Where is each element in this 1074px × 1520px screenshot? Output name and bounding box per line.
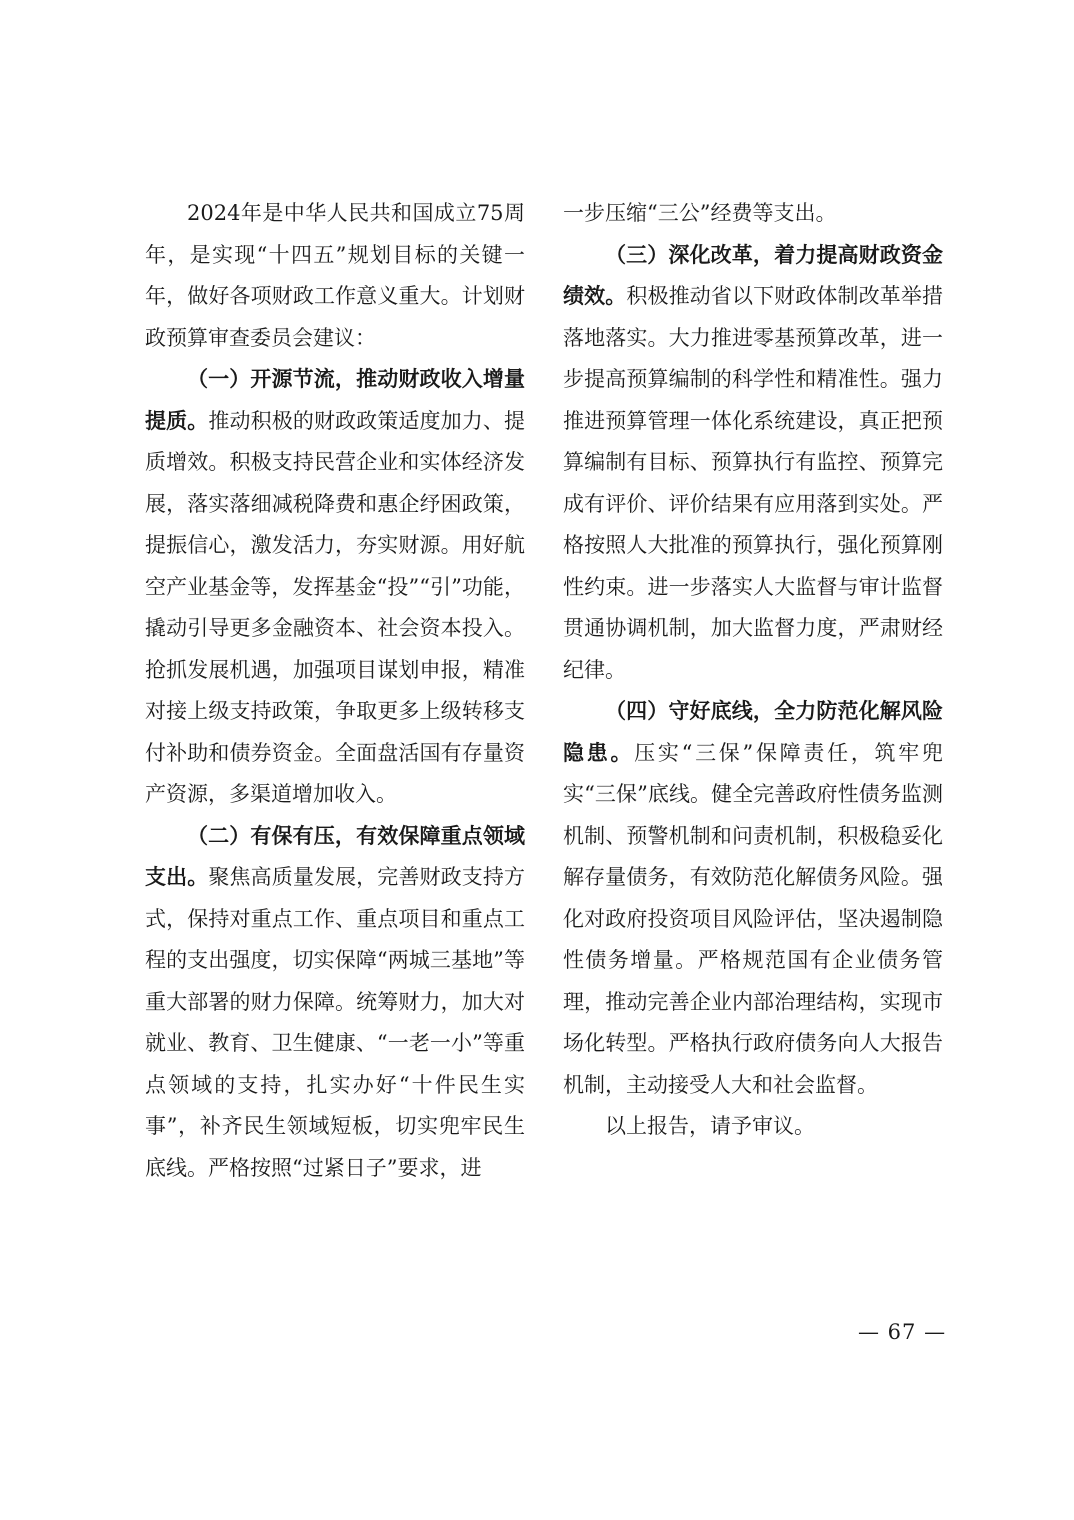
section-3-body: 积极推动省以下财政体制改革举措落地落实。大力推进零基预算改革，进一步提高预算编制的科学性和精准性。强力推进预算管理一体化系统建设，真正把预算编制有目标、预算执行有监控、预算完成有评价、评价结果有应用落到实处。严格按照人大批准的预算执行，强化预算刚性约束。进一步落实人大监督与审计监督贯通协调机制，加大监督力度，严肃财经纪律。 bbox=[563, 284, 944, 682]
intro-paragraph: 2024年是中华人民共和国成立75周年，是实现“十四五”规划目标的关键一年，做好各项财政工作意义重大。计划财政预算审查委员会建议： bbox=[145, 201, 525, 350]
section-1-body: 推动积极的财政政策适度加力、提质增效。积极支持民营企业和实体经济发展，落实落细减税降费和惠企纾困政策，提振信心，激发活力，夯实财源。用好航空产业基金等，发挥基金“投”“引”功能，撬动引导更多金融资本、社会资本投入。抢抓发展机遇，加强项目谋划申报，精准对接上级支持政策，争取更多上级转移支付补助和债券资金。全面盘活国有存量资产资源，多渠道增加收入。 bbox=[145, 408, 526, 806]
continuation-paragraph: 一步压缩“三公”经费等支出。 bbox=[563, 201, 837, 225]
page-number: — 67 — bbox=[858, 1320, 947, 1344]
section-2-heading: （二）有保有压，有效保障重点领域支出。 bbox=[145, 823, 525, 889]
right-column bbox=[563, 193, 943, 1148]
section-4-heading: （四）守好底线，全力防范化解风险隐患。 bbox=[563, 699, 943, 765]
section-2-body: 聚焦高质量发展，完善财政支持方式，保持对重点工作、重点项目和重点工程的支出强度，切实保障“两城三基地”等重大部署的财力保障。统筹财力，加大对就业、教育、卫生健康、“一老一小”等重点领域的支持，扎实办好“十件民生实事”，补齐民生领域短板，切实兜牢民生底线。严格按照“过紧日子”要求，进 bbox=[145, 865, 526, 1180]
section-4-body: 压实“三保”保障责任，筑牢兜实“三保”底线。健全完善政府性债务监测机制、预警机制和问责机制，积极稳妥化解存量债务，有效防范化解债务风险。强化对政府投资项目风险评估，坚决遏制隐性债务增量。严格规范国有企业债务管理，推动完善企业内部治理结构，实现市场化转型。严格执行政府债务向人大报告机制，主动接受人大和社会监督。 bbox=[563, 740, 943, 1097]
section-4-paragraph bbox=[563, 691, 943, 1106]
section-1-heading: （一）开源节流，推动财政收入增量提质。 bbox=[145, 367, 525, 433]
closing-paragraph: 以上报告，请予审议。 bbox=[605, 1114, 815, 1138]
left-column bbox=[145, 193, 525, 1189]
section-2-paragraph bbox=[145, 816, 525, 1190]
section-1-paragraph bbox=[145, 359, 525, 816]
section-3-paragraph bbox=[563, 235, 943, 692]
section-3-heading: （三）深化改革，着力提高财政资金绩效。 bbox=[563, 242, 943, 308]
